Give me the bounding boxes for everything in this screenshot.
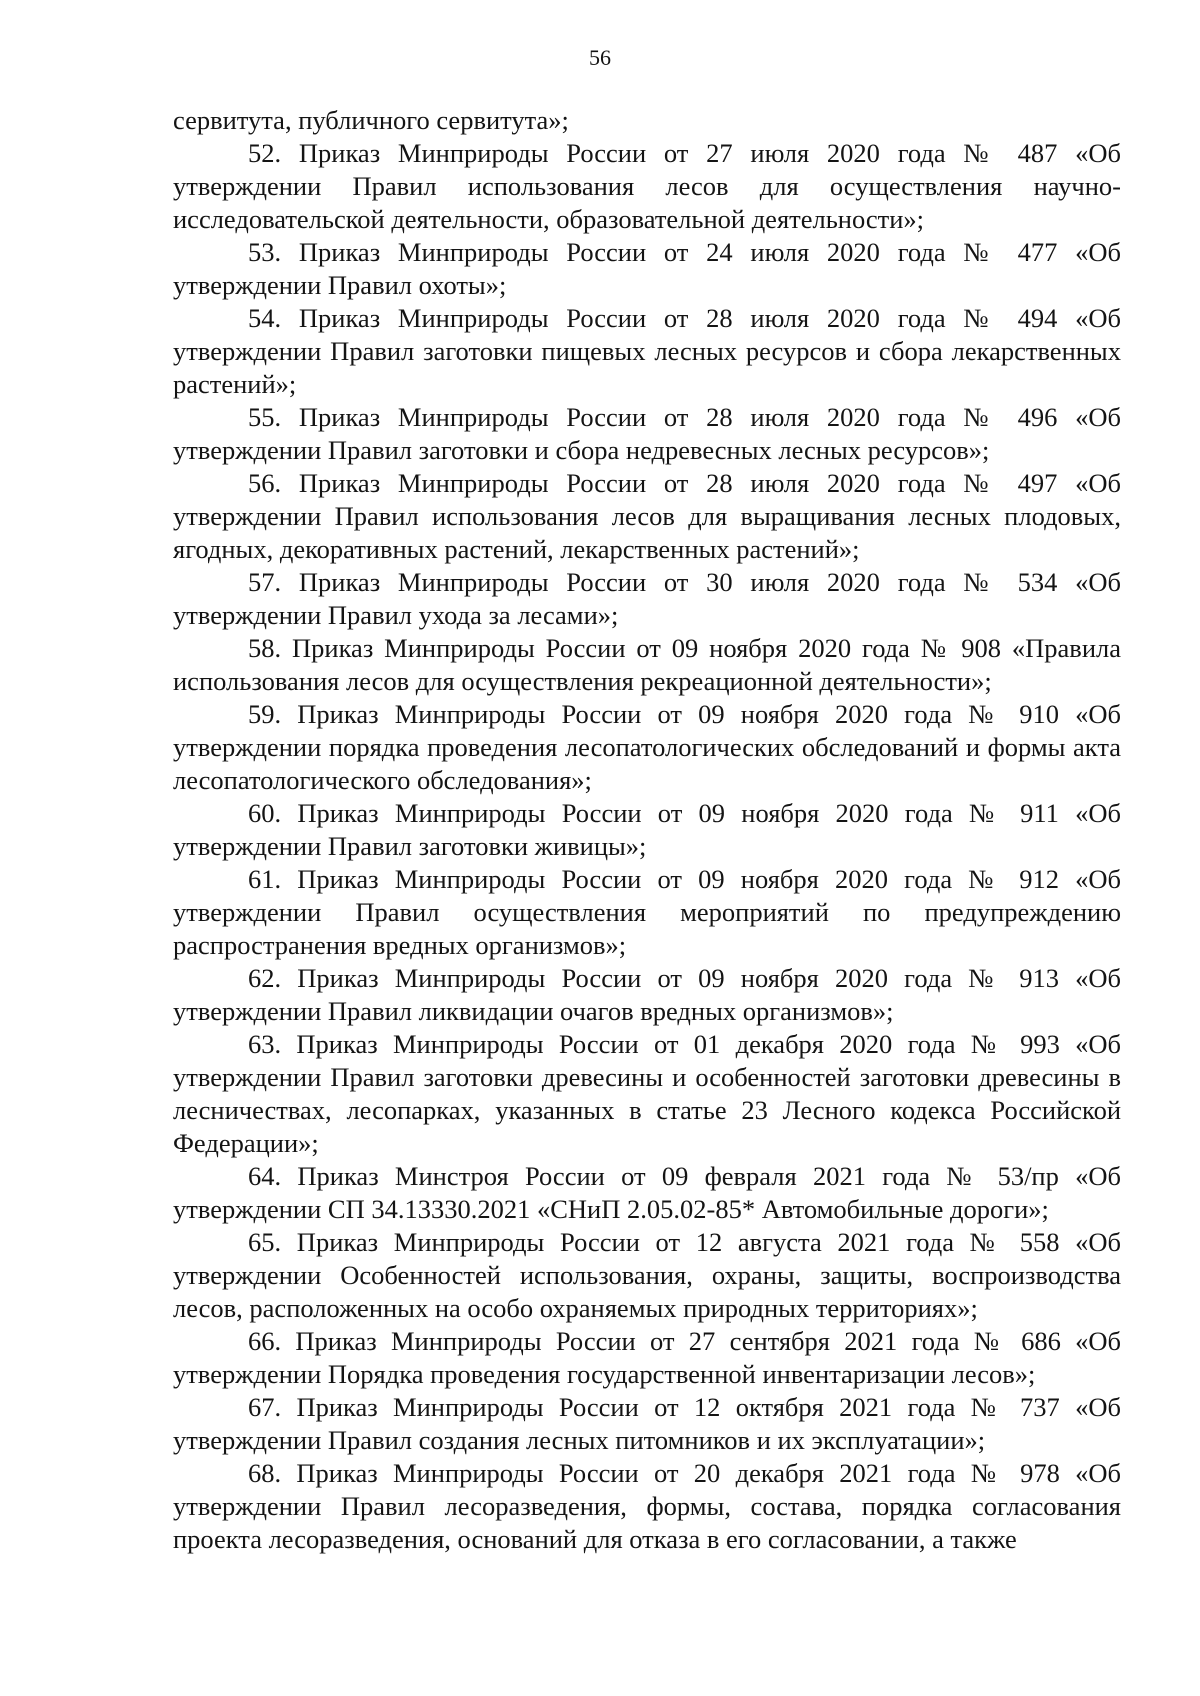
list-item: 68. Приказ Минприроды России от 20 декабря 2021 года № 978 «Об утверждении Правил лесоразведения, формы, состава, порядка согласования проекта лесоразведения, оснований для отказа в его согласовании, а также (173, 1458, 1121, 1554)
list-item: 61. Приказ Минприроды России от 09 ноября 2020 года № 912 «Об утверждении Правил осуществления мероприятий по предупреждению распространения вредных организмов»; (173, 864, 1121, 960)
list-item: 58. Приказ Минприроды России от 09 ноября 2020 года № 908 «Правила использования лесов для осуществления рекреационной деятельности»; (173, 633, 1121, 696)
list-item: 64. Приказ Минстроя России от 09 февраля 2021 года № 53/пр «Об утверждении СП 34.13330.2021 «СНиП 2.05.02-85* Автомобильные дороги»; (173, 1161, 1121, 1224)
page-number: 56 (589, 45, 611, 70)
list-item: 59. Приказ Минприроды России от 09 ноября 2020 года № 910 «Об утверждении порядка проведения лесопатологических обследований и формы акта лесопатологического обследования»; (173, 699, 1121, 795)
list-item: 60. Приказ Минприроды России от 09 ноября 2020 года № 911 «Об утверждении Правил заготовки живицы»; (173, 798, 1121, 861)
list-item: 63. Приказ Минприроды России от 01 декабря 2020 года № 993 «Об утверждении Правил заготовки древесины и особенностей заготовки древесины в лесничествах, лесопарках, указанных в статье 23 Лесного кодекса Российской Федерации»; (173, 1029, 1121, 1158)
list-item: 57. Приказ Минприроды России от 30 июля 2020 года № 534 «Об утверждении Правил ухода за лесами»; (173, 567, 1121, 630)
list-item: 65. Приказ Минприроды России от 12 августа 2021 года № 558 «Об утверждении Особенностей использования, охраны, защиты, воспроизводства лесов, расположенных на особо охраняемых природных территориях»; (173, 1227, 1121, 1323)
list-item: 67. Приказ Минприроды России от 12 октября 2021 года № 737 «Об утверждении Правил создания лесных питомников и их эксплуатации»; (173, 1392, 1121, 1455)
document-body (173, 104, 1121, 1556)
list-item: 66. Приказ Минприроды России от 27 сентября 2021 года № 686 «Об утверждении Порядка проведения государственной инвентаризации лесов»; (173, 1326, 1121, 1389)
list-item: 55. Приказ Минприроды России от 28 июля 2020 года № 496 «Об утверждении Правил заготовки и сбора недревесных лесных ресурсов»; (173, 402, 1121, 465)
list-item: 52. Приказ Минприроды России от 27 июля 2020 года № 487 «Об утверждении Правил использования лесов для осуществления научно-исследовательской деятельности, образовательной деятельности»; (173, 138, 1121, 234)
continuation-text: сервитута, публичного сервитута»; (173, 105, 569, 135)
list-item: 54. Приказ Минприроды России от 28 июля 2020 года № 494 «Об утверждении Правил заготовки пищевых лесных ресурсов и сбора лекарственных растений»; (173, 303, 1121, 399)
list-item: 62. Приказ Минприроды России от 09 ноября 2020 года № 913 «Об утверждении Правил ликвидации очагов вредных организмов»; (173, 963, 1121, 1026)
list-item: 56. Приказ Минприроды России от 28 июля 2020 года № 497 «Об утверждении Правил использования лесов для выращивания лесных плодовых, ягодных, декоративных растений, лекарственных растений»; (173, 468, 1121, 564)
list-item: 53. Приказ Минприроды России от 24 июля 2020 года № 477 «Об утверждении Правил охоты»; (173, 237, 1121, 300)
